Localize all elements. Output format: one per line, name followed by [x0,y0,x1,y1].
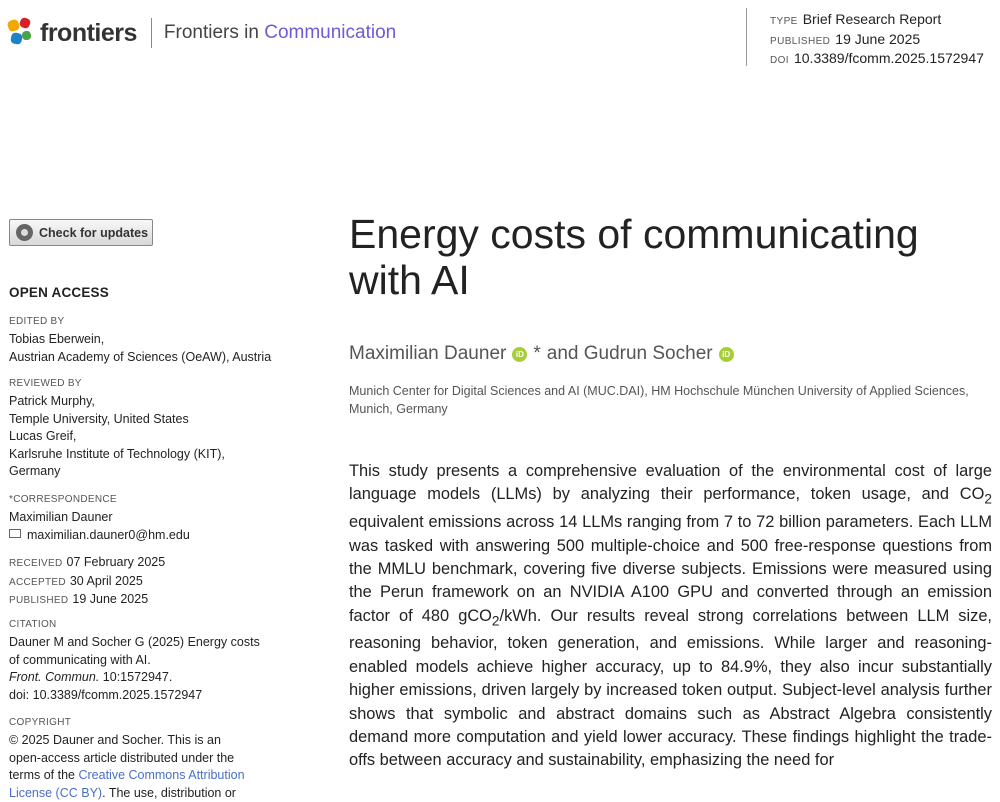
edited-by-section: EDITED BY Tobias Eberwein, Austrian Academy of Sciences (OeAW), Austria [9,314,309,366]
cc-license-link[interactable]: Creative Commons Attribution [78,768,244,782]
copyright-text: open-access article distributed under the [9,750,309,768]
article-title: Energy costs of communicating with AI [349,211,989,303]
frontiers-logo-mark [8,18,34,48]
citation-text: of communicating with AI. [9,652,309,670]
reviewer-line: Germany [9,463,309,481]
editor-affiliation: Austrian Academy of Sciences (OeAW), Austria [9,349,309,367]
meta-divider [746,8,747,66]
author-name[interactable]: and Gudrun Socher [547,343,713,365]
correspondence-section: *CORRESPONDENCE Maximilian Dauner maximilian.dauner0@hm.edu [9,492,309,544]
crossmark-icon [16,224,33,241]
copyright-section: COPYRIGHT © 2025 Dauner and Socher. This is an open-access article distributed under the terms of the Creative Commons Attribution License (CC BY). The use, distribution or [9,715,309,802]
reviewer-line: Patrick Murphy, [9,393,309,411]
citation-journal: Front. Commun. 10:1572947. [9,669,309,687]
citation-text: Dauner M and Socher G (2025) Energy costs [9,634,309,652]
citation-section: CITATION Dauner M and Socher G (2025) Energy costs of communicating with AI. Front. Commun. 10:1572947. doi: 10.3389/fcomm.2025.1572947 [9,617,309,704]
reviewer-line: Lucas Greif, [9,428,309,446]
publisher-name: frontiers [40,19,137,48]
article-published: PUBLISHED 19 June 2025 [770,31,984,51]
reviewer-line: Karlsruhe Institute of Technology (KIT), [9,446,309,464]
orcid-icon[interactable]: iD [512,347,527,362]
copyright-text: © 2025 Dauner and Socher. This is an [9,732,309,750]
copyright-text: License (CC BY). The use, distribution or [9,785,309,802]
received-date: RECEIVED 07 February 2025 [9,554,309,573]
editor-name: Tobias Eberwein, [9,331,309,349]
corresponding-mark: * [533,343,540,365]
accepted-date: ACCEPTED 30 April 2025 [9,573,309,592]
envelope-icon [9,529,21,538]
author-list [349,343,740,365]
reviewer-line: Temple University, United States [9,411,309,429]
article-doi[interactable]: DOI 10.3389/fcomm.2025.1572947 [770,50,984,70]
author-name[interactable]: Maximilian Dauner [349,343,506,365]
reviewed-by-section: REVIEWED BY Patrick Murphy, Temple University, United States Lucas Greif, Karlsruhe Institute of Technology (KIT), Germany [9,376,309,481]
abstract-text: This study presents a comprehensive evaluation of the environmental cost of large language models (LLMs) by analyzing their performance, token usage, and $CO_2$ equivalent emissions across 14 LLMs ranging from 7 to 72 billion parameters. Each LLM was tasked with answering 500 multiple-choice and 500 free-response questions from the MMLU benchmark, covering five diverse subjects. Emissions were measured using the Perun framework on an NVIDIA A100 GPU and converted through an emission factor of 480 gCO$_2$/kWh. Our results reveal strong correlations between LLM size, reasoning behavior, token generation, and emissions. While larger and reasoning-enabled models achieve higher accuracy, up to 84.9%, they also incur substantially higher emissions, driven largely by increased token output. Subject-level analysis further shows that symbolic and abstract domains such as Abstract Algebra consistently demand more computation and yield lower accuracy. These findings highlight the trade-offs between accuracy and sustainability, emphasizing the need for [349,460,992,773]
open-access-heading: OPEN ACCESS [9,285,109,300]
correspondence-name: Maximilian Dauner [9,509,309,527]
dates-section [9,554,309,610]
article-type: TYPE Brief Research Report [770,11,984,31]
correspondence-email[interactable]: maximilian.dauner0@hm.edu [9,527,309,545]
orcid-icon[interactable]: iD [719,347,734,362]
journal-name: Frontiers in Communication [164,22,396,44]
logo-divider [151,18,152,48]
check-for-updates-button[interactable] [9,219,153,246]
article-meta [770,11,984,70]
citation-doi[interactable]: doi: 10.3389/fcomm.2025.1572947 [9,687,309,705]
copyright-text: terms of the Creative Commons Attribution [9,767,309,785]
author-affiliation: Munich Center for Digital Sciences and AI (MUC.DAI), HM Hochschule München University of Applied Sciences, Munich, Germany [349,383,994,418]
frontiers-logo[interactable] [8,18,396,48]
cc-license-link[interactable]: License (CC BY) [9,786,102,800]
published-date: PUBLISHED 19 June 2025 [9,591,309,610]
check-for-updates-label: Check for updates [39,226,148,240]
